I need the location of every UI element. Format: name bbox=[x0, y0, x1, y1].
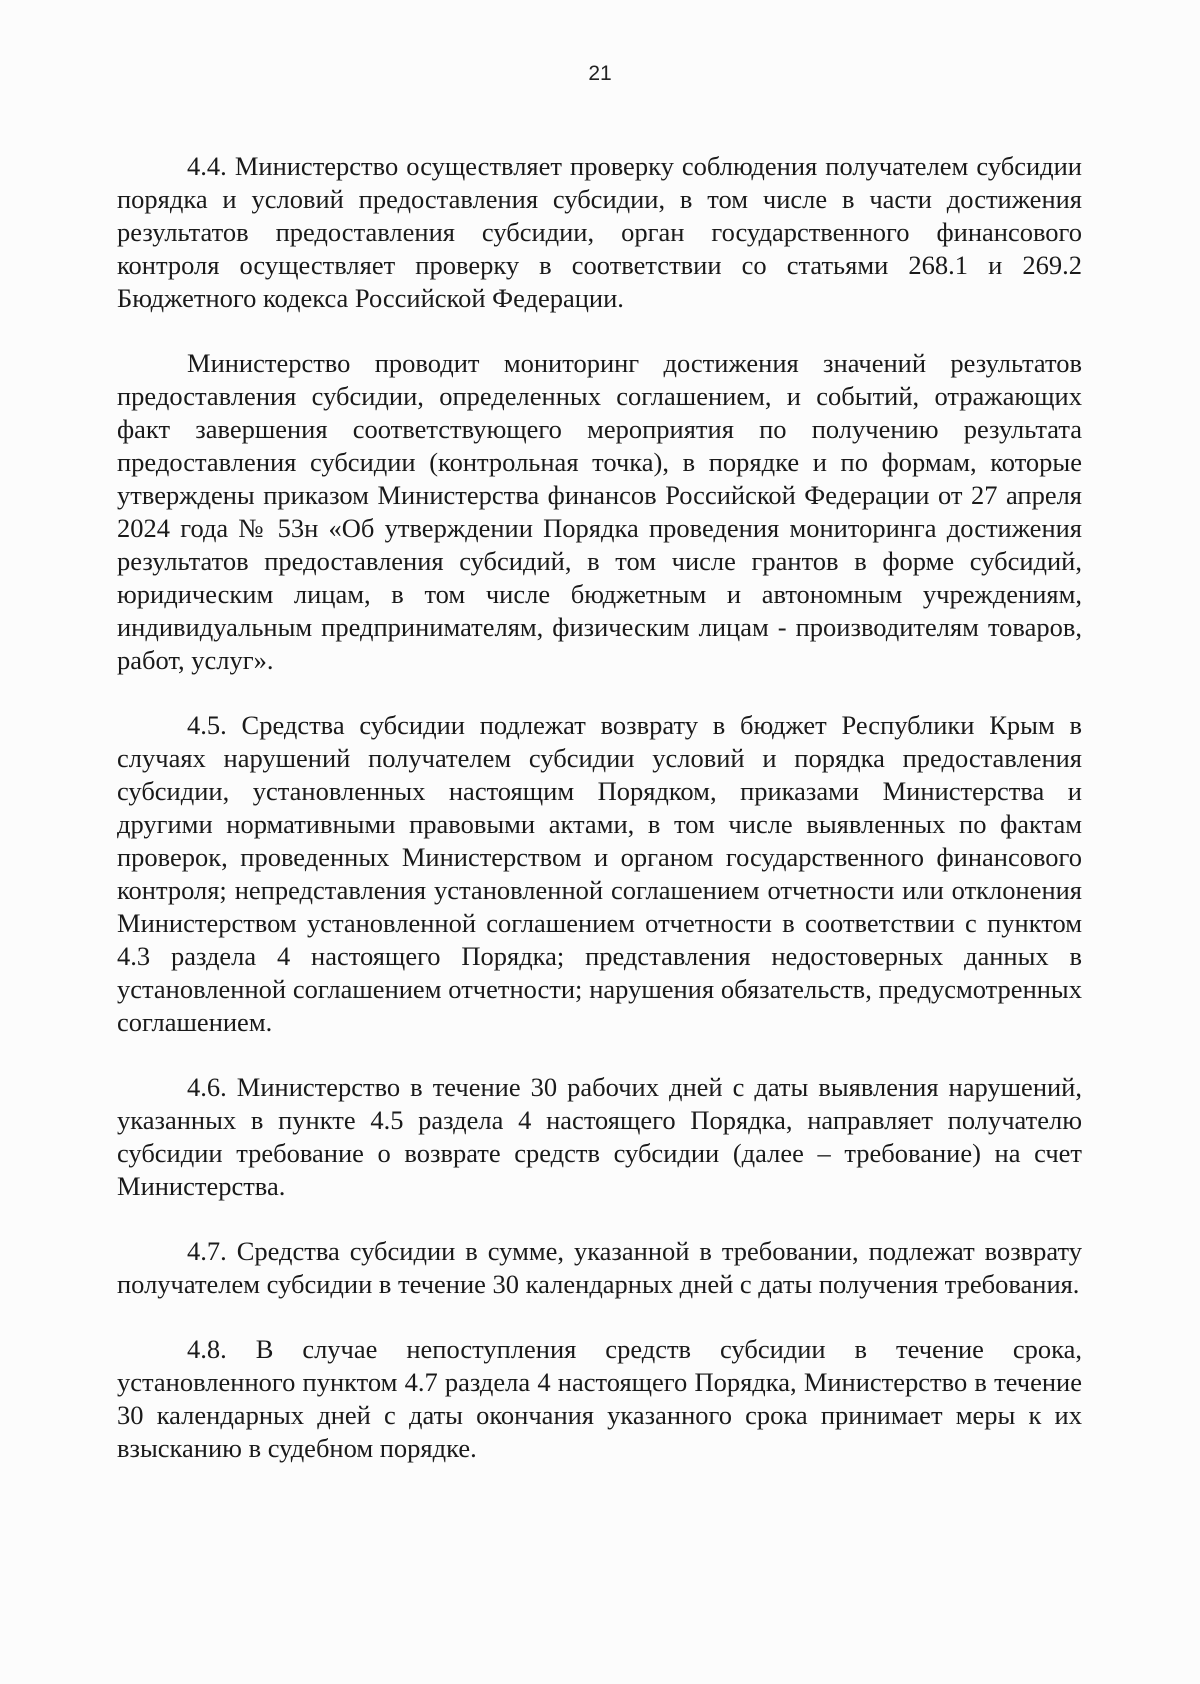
page-number: 21 bbox=[588, 62, 612, 85]
paragraph-4-7: 4.7. Средства субсидии в сумме, указанной в требовании, подлежат возврату получателем субсидии в течение 30 календарных дней с даты получения требования. bbox=[117, 1236, 1082, 1299]
paragraph-4-5: 4.5. Средства субсидии подлежат возврату в бюджет Республики Крым в случаях нарушений получателем субсидии условий и порядка предоставления субсидии, установленных настоящим Порядком, приказами Министерства и другими нормативными правовыми актами, в том числе выявленных по фактам проверок, проведенных Министерством и органом государственного финансового контроля; непредставления установленной соглашением отчетности или отклонения Министерством установленной соглашением отчетности в соответствии с пунктом 4.3 раздела 4 настоящего Порядка; представления недостоверных данных в установленной соглашением отчетности; нарушения обязательств, предусмотренных соглашением. bbox=[117, 710, 1082, 1037]
paragraph-4-4: 4.4. Министерство осуществляет проверку соблюдения получателем субсидии порядка и условий предоставления субсидии, в том числе в части достижения результатов предоставления субсидии, орган государственного финансового контроля осуществляет проверку в соответствии со статьями 268.1 и 269.2 Бюджетного кодекса Российской Федерации. bbox=[117, 151, 1082, 313]
paragraph-4-6: 4.6. Министерство в течение 30 рабочих дней с даты выявления нарушений, указанных в пункте 4.5 раздела 4 настоящего Порядка, направляет получателю субсидии требование о возврате средств субсидии (далее – требование) на счет Министерства. bbox=[117, 1072, 1082, 1201]
document-body bbox=[117, 150, 1082, 1497]
paragraph-monitoring: Министерство проводит мониторинг достижения значений результатов предоставления субсидии, определенных соглашением, и событий, отражающих факт завершения соответствующего мероприятия по получению результата предоставления субсидии (контрольная точка), в порядке и по формам, которые утверждены приказом Министерства финансов Российской Федерации от 27 апреля 2024 года № 53н «Об утверждении Порядка проведения мониторинга достижения результатов предоставления субсидий, в том числе грантов в форме субсидий, юридическим лицам, в том числе бюджетным и автономным учреждениям, индивидуальным предпринимателям, физическим лицам - производителям товаров, работ, услуг». bbox=[117, 348, 1082, 675]
paragraph-4-8: 4.8. В случае непоступления средств субсидии в течение срока, установленного пунктом 4.7 раздела 4 настоящего Порядка, Министерство в течение 30 календарных дней с даты окончания указанного срока принимает меры к их взысканию в судебном порядке. bbox=[117, 1334, 1082, 1463]
